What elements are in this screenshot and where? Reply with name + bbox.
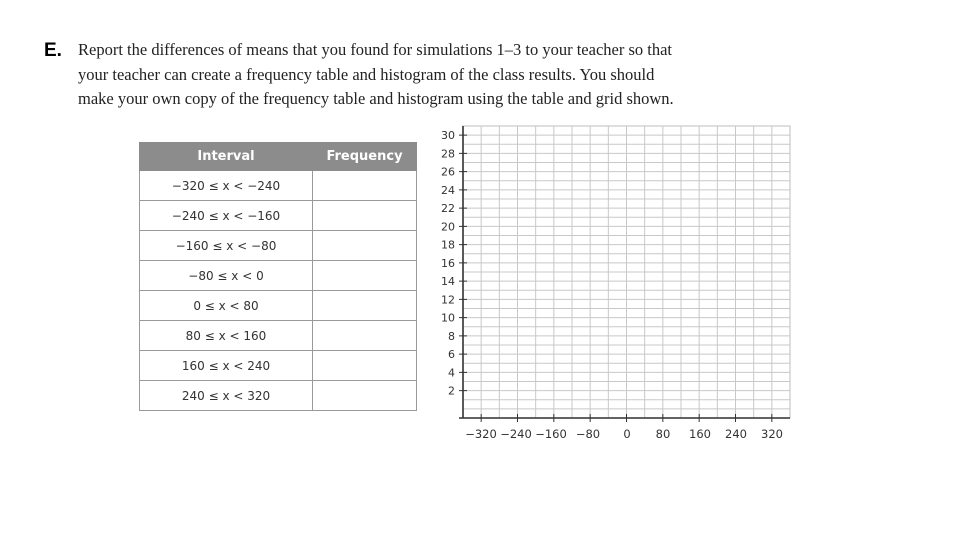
y-tick-label: 20 xyxy=(441,220,455,234)
question-line: Report the differences of means that you found for simulations 1–3 to your teacher so that xyxy=(78,40,672,59)
frequency-cell[interactable] xyxy=(313,171,417,201)
y-tick-label: 6 xyxy=(448,348,455,362)
y-tick-label: 26 xyxy=(441,165,455,179)
x-tick-label: 160 xyxy=(689,427,711,441)
histogram-grid[interactable] xyxy=(430,122,800,447)
table-row xyxy=(140,201,417,231)
question-line: make your own copy of the frequency table and histogram using the table and grid shown. xyxy=(78,89,674,108)
frequency-cell[interactable] xyxy=(313,291,417,321)
y-tick-label: 4 xyxy=(448,366,455,380)
interval-cell: 0 ≤ x < 80 xyxy=(140,291,313,321)
x-tick-label: −320 xyxy=(465,427,497,441)
y-tick-label: 2 xyxy=(448,384,455,398)
y-tick-label: 8 xyxy=(448,329,455,343)
table-row xyxy=(140,321,417,351)
frequency-cell[interactable] xyxy=(313,351,417,381)
interval-cell: 80 ≤ x < 160 xyxy=(140,321,313,351)
interval-cell: 240 ≤ x < 320 xyxy=(140,381,313,411)
y-tick-label: 24 xyxy=(441,183,455,197)
y-tick-label: 18 xyxy=(441,238,455,252)
interval-cell: −320 ≤ x < −240 xyxy=(140,171,313,201)
y-tick-label: 12 xyxy=(441,293,455,307)
y-tick-label: 22 xyxy=(441,202,455,216)
x-tick-label: 240 xyxy=(725,427,747,441)
x-tick-label: −80 xyxy=(575,427,601,441)
frequency-header: Frequency xyxy=(313,143,417,171)
interval-cell: 160 ≤ x < 240 xyxy=(140,351,313,381)
interval-header: Interval xyxy=(140,143,313,171)
table-row xyxy=(140,381,417,411)
table-header-row xyxy=(140,143,417,171)
y-tick-label: 14 xyxy=(441,275,455,289)
question-text xyxy=(78,38,758,112)
table-row xyxy=(140,171,417,201)
x-tick-label: 0 xyxy=(623,427,631,441)
frequency-cell[interactable] xyxy=(313,381,417,411)
x-tick-label: 80 xyxy=(655,427,671,441)
y-tick-label: 28 xyxy=(441,147,455,161)
frequency-table xyxy=(139,142,417,411)
y-tick-label: 30 xyxy=(441,129,455,143)
x-tick-label: −160 xyxy=(535,427,567,441)
question-label: E. xyxy=(44,40,62,61)
frequency-cell[interactable] xyxy=(313,231,417,261)
y-tick-label: 16 xyxy=(441,256,455,270)
table-row xyxy=(140,291,417,321)
y-tick-label: 10 xyxy=(441,311,455,325)
frequency-cell[interactable] xyxy=(313,261,417,291)
table-row xyxy=(140,351,417,381)
interval-cell: −240 ≤ x < −160 xyxy=(140,201,313,231)
table-row xyxy=(140,261,417,291)
question-line: your teacher can create a frequency table and histogram of the class results. You should xyxy=(78,64,655,84)
interval-cell: −80 ≤ x < 0 xyxy=(140,261,313,291)
x-tick-label: 320 xyxy=(761,427,783,441)
table-row xyxy=(140,231,417,261)
frequency-cell[interactable] xyxy=(313,201,417,231)
interval-cell: −160 ≤ x < −80 xyxy=(140,231,313,261)
x-tick-label: −240 xyxy=(500,427,532,441)
frequency-cell[interactable] xyxy=(313,321,417,351)
